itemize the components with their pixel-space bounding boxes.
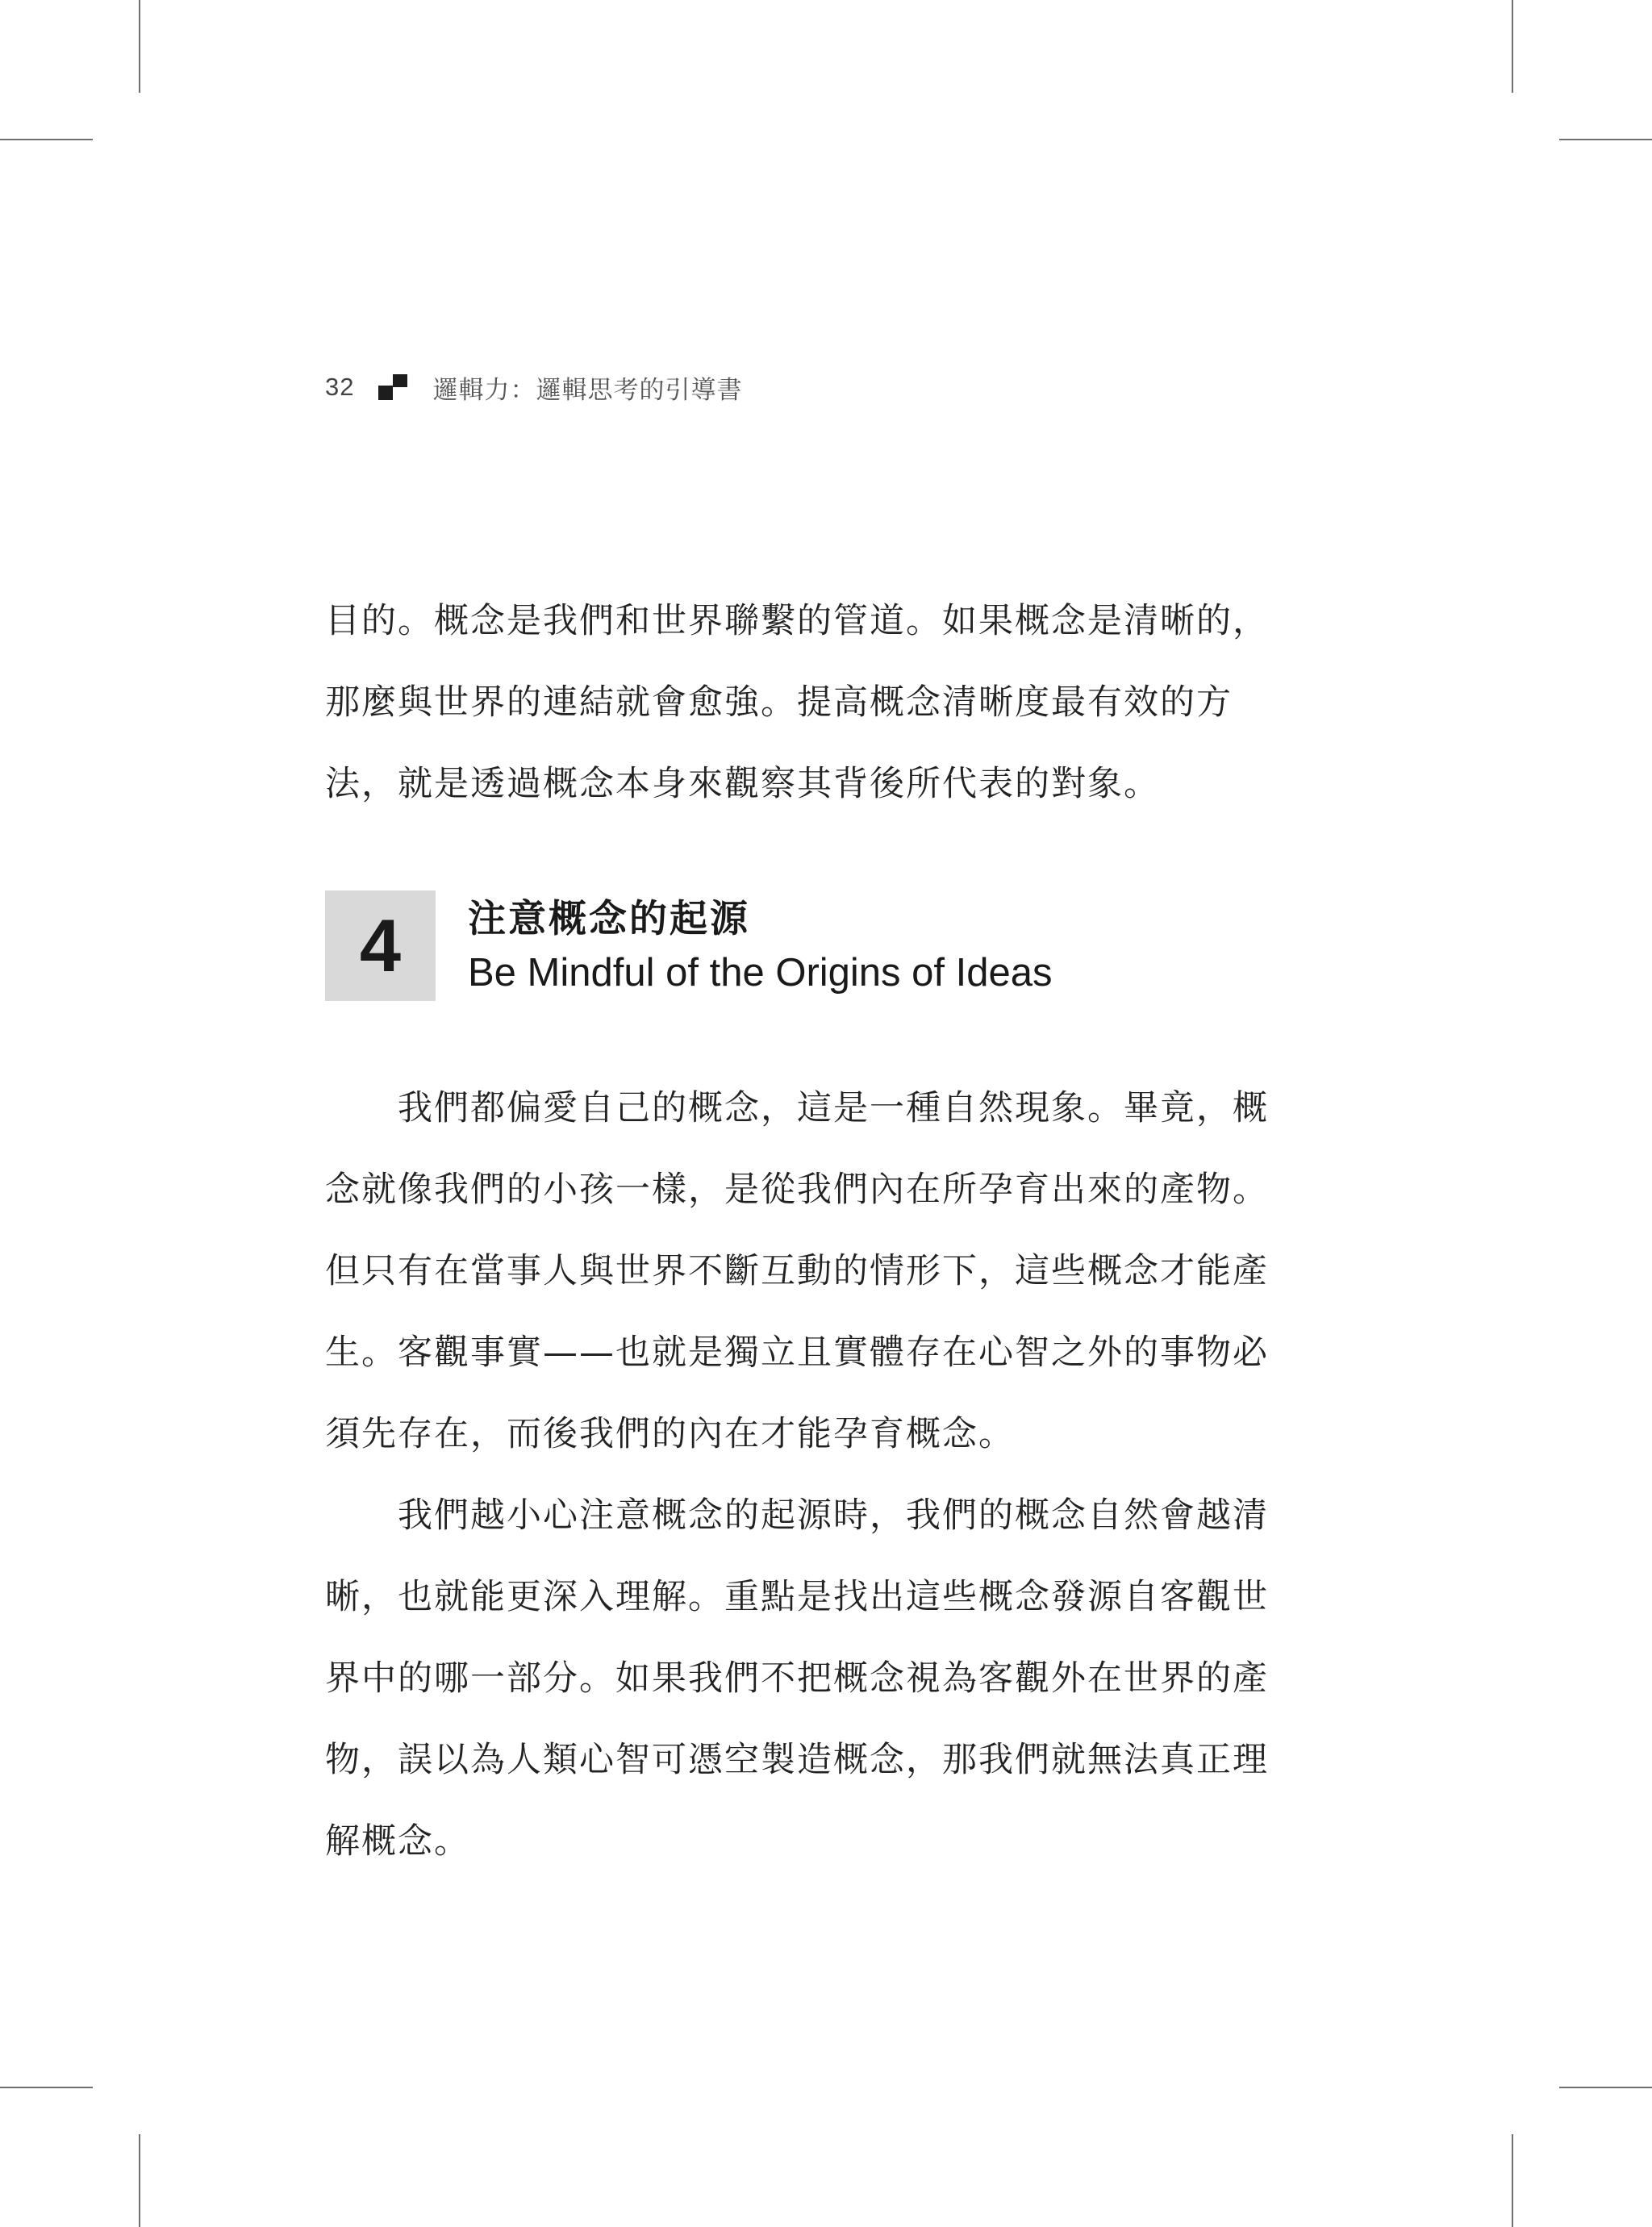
crop-mark-top-right-vertical (1512, 0, 1513, 93)
section-number: 4 (359, 904, 402, 987)
crop-mark-bottom-right-horizontal (1559, 2087, 1652, 2088)
section-body (325, 1068, 1293, 1883)
crop-mark-bottom-left-horizontal (0, 2087, 93, 2088)
page-number: 32 (325, 373, 355, 401)
section-title-english: Be Mindful of the Origins of Ideas (468, 951, 1053, 995)
crop-mark-bottom-left-vertical (139, 2134, 140, 2227)
crop-mark-top-left-vertical (139, 0, 140, 93)
header-ornament-icon (378, 374, 407, 400)
body-paragraph: 目的。概念是我們和世界聯繫的管道。如果概念是清晰的，那麼與世界的連結就會愈強。提高概念清晰度最有效的方法，就是透過概念本身來觀察其背後所代表的對象。 (325, 601, 1269, 804)
section-number-box (325, 890, 436, 1001)
body-paragraph: 我們都偏愛自己的概念，這是一種自然現象。畢竟，概念就像我們的小孩一樣，是從我們內在所孕育出來的產物。但只有在當事人與世界不斷互動的情形下，這些概念才能產生。客觀事實——也就是獨立且實體存在心智之外的事物必須先存在，而後我們的內在才能孕育概念。 (325, 1088, 1269, 1454)
crop-mark-top-right-horizontal (1559, 139, 1652, 140)
body-paragraph: 我們越小心注意概念的起源時，我們的概念自然會越清晰，也就能更深入理解。重點是找出這些概念發源自客觀世界中的哪一部分。如果我們不把概念視為客觀外在世界的產物，誤以為人類心智可憑空製造概念，那我們就無法真正理解概念。 (325, 1495, 1269, 1862)
crop-mark-bottom-right-vertical (1512, 2134, 1513, 2227)
section-title-chinese: 注意概念的起源 (468, 897, 750, 941)
running-header (325, 371, 742, 403)
continued-paragraph-block (325, 581, 1293, 825)
crop-mark-top-left-horizontal (0, 139, 93, 140)
book-title: 邏輯力：邏輯思考的引導書 (432, 375, 743, 405)
